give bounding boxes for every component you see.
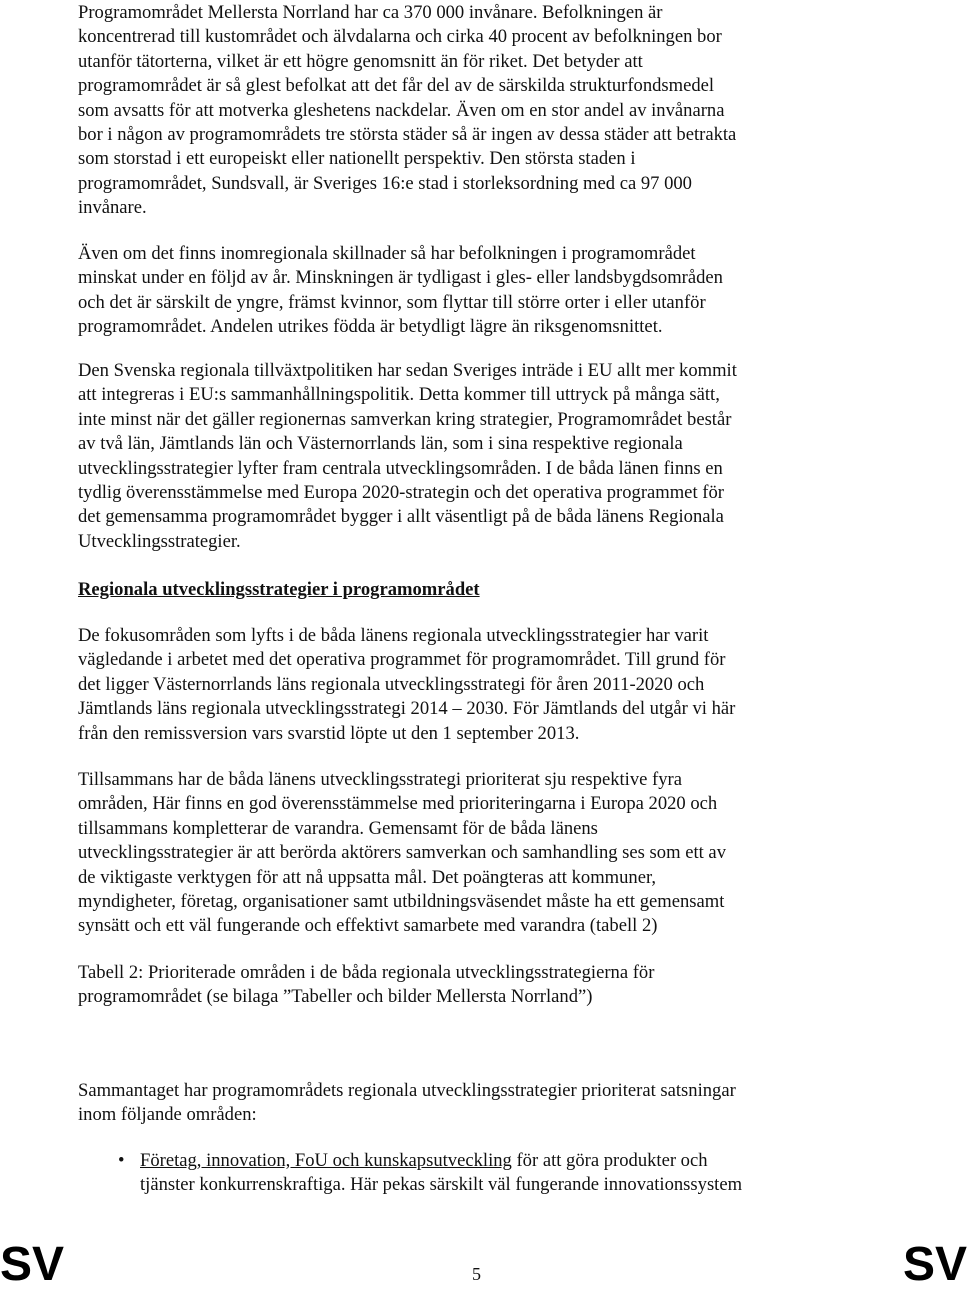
text-line: vägledande i arbetet med det operativa programmet för programområdet. Till grund för xyxy=(78,649,726,671)
paragraph-growth-policy xyxy=(78,359,737,554)
text-line: tillsammans kompletterar de varandra. Gemensamt för de båda länens xyxy=(78,817,598,839)
text-line: de viktigaste verktygen för att nå uppsatta mål. Det poängteras att kommuner, xyxy=(78,866,657,888)
text-line: utvecklingsstrategier är att berörda aktörers samverkan och samhandling ses som ett av xyxy=(78,842,726,864)
text-line: invånare. xyxy=(78,197,147,219)
text-line: och det är särskilt de yngre, främst kvinnor, som flyttar till större orter i eller utanför xyxy=(78,291,706,313)
text-line: De fokusområden som lyfts i de båda länens regionala utvecklingsstrategier har varit xyxy=(78,625,709,646)
text-line: programområdet, Sundsvall, är Sveriges 16:e stad i storleksordning med ca 97 000 xyxy=(78,172,692,194)
text-line: Sammantaget har programområdets regionala utvecklingsstrategier prioriterat satsningar xyxy=(78,1080,736,1101)
bullet-line: tjänster konkurrenskraftiga. Här pekas särskilt väl fungerande innovationssystem xyxy=(140,1174,743,1196)
text-line: som avsatts för att motverka gleshetens nackdelar. Även om en stor andel av invånarna xyxy=(78,99,725,121)
language-badge-left: SV xyxy=(0,1238,65,1291)
text-line: från den remissversion vars svarstid löpte ut den 1 september 2013. xyxy=(78,722,580,744)
text-line: det ligger Västernorrlands läns regionala utvecklingsstrategi för åren 2011-2020 och xyxy=(78,673,705,695)
text-line: att integreras i EU:s sammanhållningspolitik. Detta kommer till uttryck på många sätt, xyxy=(78,384,720,406)
text-line: programområdet (se bilaga ”Tabeller och bilder Mellersta Norrland”) xyxy=(78,986,593,1008)
text-line: det gemensamma programområdet bygger i allt väsentligt på de båda länens Regionala xyxy=(78,506,724,528)
text-line: områden, Här finns en god överensstämmelse med prioriteringarna i Europa 2020 och xyxy=(78,793,718,815)
text-line: programområdet. Andelen utrikes födda är betydligt lägre än riksgenomsnittet. xyxy=(78,316,663,338)
text-line: utvecklingsstrategier lyfter fram centrala utvecklingsområden. I de båda länen finns en xyxy=(78,457,723,479)
paragraph-focus-areas xyxy=(78,624,735,746)
text-line: Den Svenska regionala tillväxtpolitiken har sedan Sveriges inträde i EU allt mer kommit xyxy=(78,360,737,381)
bullet-marker: • xyxy=(118,1150,125,1171)
text-line: koncentrerad till kustområdet och älvdalarna och cirka 40 procent av befolkningen bor xyxy=(78,26,722,48)
text-line: inom följande områden: xyxy=(78,1104,257,1126)
text-line: tydlig överensstämmelse med Europa 2020-strategin och det operativa programmet för xyxy=(78,482,724,504)
text-line: Jämtlands läns regionala utvecklingsstrategi 2014 – 2030. För Jämtlands del utgår vi här xyxy=(78,698,736,720)
table-caption xyxy=(78,961,654,1010)
text-line: som storstad i ett europeiskt eller nationellt perspektiv. Den största staden i xyxy=(78,148,636,170)
text-line: minskat under en följd av år. Minskningen är tydligast i gles- eller landsbygdsområden xyxy=(78,267,723,289)
text-line: myndigheter, företag, organisationer samt utbildningsväsendet måste ha ett gemensamt xyxy=(78,891,725,913)
bullet-text: för att göra produkter och xyxy=(511,1150,708,1171)
language-badge-right: SV xyxy=(903,1238,967,1291)
text-line: bor i någon av programområdets tre största städer så är ingen av dessa städer att betrakta xyxy=(78,124,737,146)
bullet-line xyxy=(140,1149,742,1173)
page-number: 5 xyxy=(472,1264,481,1284)
text-line: inte minst när det gäller regionernas samverkan kring strategier, Programområdet består xyxy=(78,408,732,430)
paragraph-summary xyxy=(78,1079,736,1128)
text-line: Tillsammans har de båda länens utvecklingsstrategi prioriterat sju respektive fyra xyxy=(78,769,682,790)
text-line: Programområdet Mellersta Norrland har ca 370 000 invånare. Befolkningen är xyxy=(78,2,663,23)
text-line: programområdet är så glest befolkat att det får del av de särskilda strukturfondsmedel xyxy=(78,75,715,97)
section-heading: Regionala utvecklingsstrategier i programområdet xyxy=(78,579,480,600)
text-line: Även om det finns inomregionala skillnader så har befolkningen i programområdet xyxy=(78,243,696,264)
bullet-list-item xyxy=(78,1149,742,1198)
bullet-underlined-term: Företag, innovation, FoU och kunskapsutveckling xyxy=(140,1150,512,1171)
text-line: synsätt och ett väl fungerande och effektivt samarbete med varandra (tabell 2) xyxy=(78,915,658,937)
paragraph-population xyxy=(78,1,736,221)
text-line: Utvecklingsstrategier. xyxy=(78,530,241,552)
text-line: utanför tätorterna, vilket är ett högre genomsnitt än för riket. Det betyder att xyxy=(78,50,643,72)
paragraph-regional-differences xyxy=(78,242,723,340)
text-line: av två län, Jämtlands län och Västernorrlands län, som i sina respektive regionala xyxy=(78,433,683,455)
text-line: Tabell 2: Prioriterade områden i de båda regionala utvecklingsstrategierna för xyxy=(78,962,655,983)
paragraph-priorities xyxy=(78,768,726,939)
